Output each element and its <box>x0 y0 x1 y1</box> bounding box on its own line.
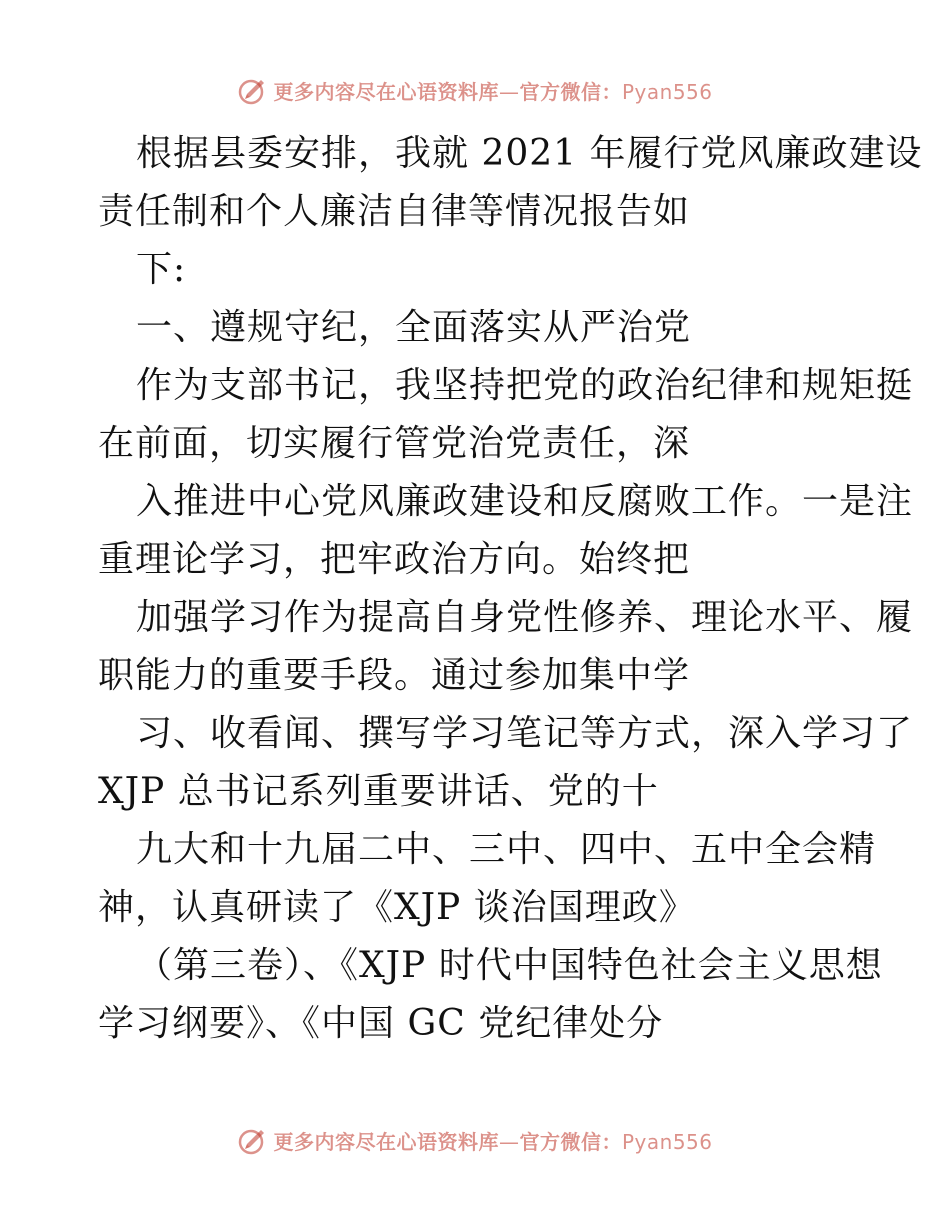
text-line: 下: <box>136 249 187 290</box>
watermark-text <box>273 1126 712 1155</box>
watermark-text <box>273 76 712 105</box>
pen-logo-icon <box>237 1124 269 1156</box>
text-line: 在前面，切实履行管党治党责任，深 <box>98 423 691 464</box>
text-line: 作为支部书记，我坚持把党的政治纪律和规矩挺 <box>136 365 914 406</box>
footer-watermark <box>237 1124 712 1156</box>
text-line: 学习纲要》、《中国 GC 党纪律处分 <box>98 1003 664 1044</box>
footer-watermark-banner <box>0 1120 950 1160</box>
text-line: 根据县委安排，我就 2021 年履行党风廉政建设 <box>136 133 923 174</box>
text-line: 习、收看闻、撰写学习笔记等方式，深入学习了 <box>136 713 914 754</box>
document-body <box>98 125 923 1053</box>
watermark-dash: — <box>498 79 520 104</box>
text-line: 入推进中心党风廉政建设和反腐败工作。一是注 <box>136 481 914 522</box>
header-watermark <box>237 74 712 106</box>
text-line: （第三卷）、《XJP 时代中国特色社会主义思想 <box>136 945 883 986</box>
header-watermark-banner <box>0 70 950 110</box>
text-line: 九大和十九届二中、三中、四中、五中全会精 <box>136 829 877 870</box>
watermark-wechat-id: Pyan556 <box>621 79 713 104</box>
text-line: 一、遵规守纪，全面落实从严治党 <box>136 307 692 348</box>
text-line: 重理论学习，把牢政治方向。始终把 <box>98 539 691 580</box>
text-line: 职能力的重要手段。通过参加集中学 <box>98 655 691 696</box>
watermark-wechat-id: Pyan556 <box>621 1129 713 1154</box>
watermark-wechat-label: 官方微信： <box>519 79 622 104</box>
watermark-wechat-label: 官方微信： <box>519 1129 622 1154</box>
text-line: 责任制和个人廉洁自律等情况报告如 <box>98 191 691 232</box>
pen-logo-icon <box>237 74 269 106</box>
watermark-main-text: 更多内容尽在心语资料库 <box>273 79 499 104</box>
watermark-dash: — <box>498 1129 520 1154</box>
text-line: XJP 总书记系列重要讲话、党的十 <box>98 771 659 812</box>
text-line: 神，认真研读了《XJP 谈治国理政》 <box>98 887 696 928</box>
text-line: 加强学习作为提高自身党性修养、理论水平、履 <box>136 597 914 638</box>
watermark-main-text: 更多内容尽在心语资料库 <box>273 1129 499 1154</box>
